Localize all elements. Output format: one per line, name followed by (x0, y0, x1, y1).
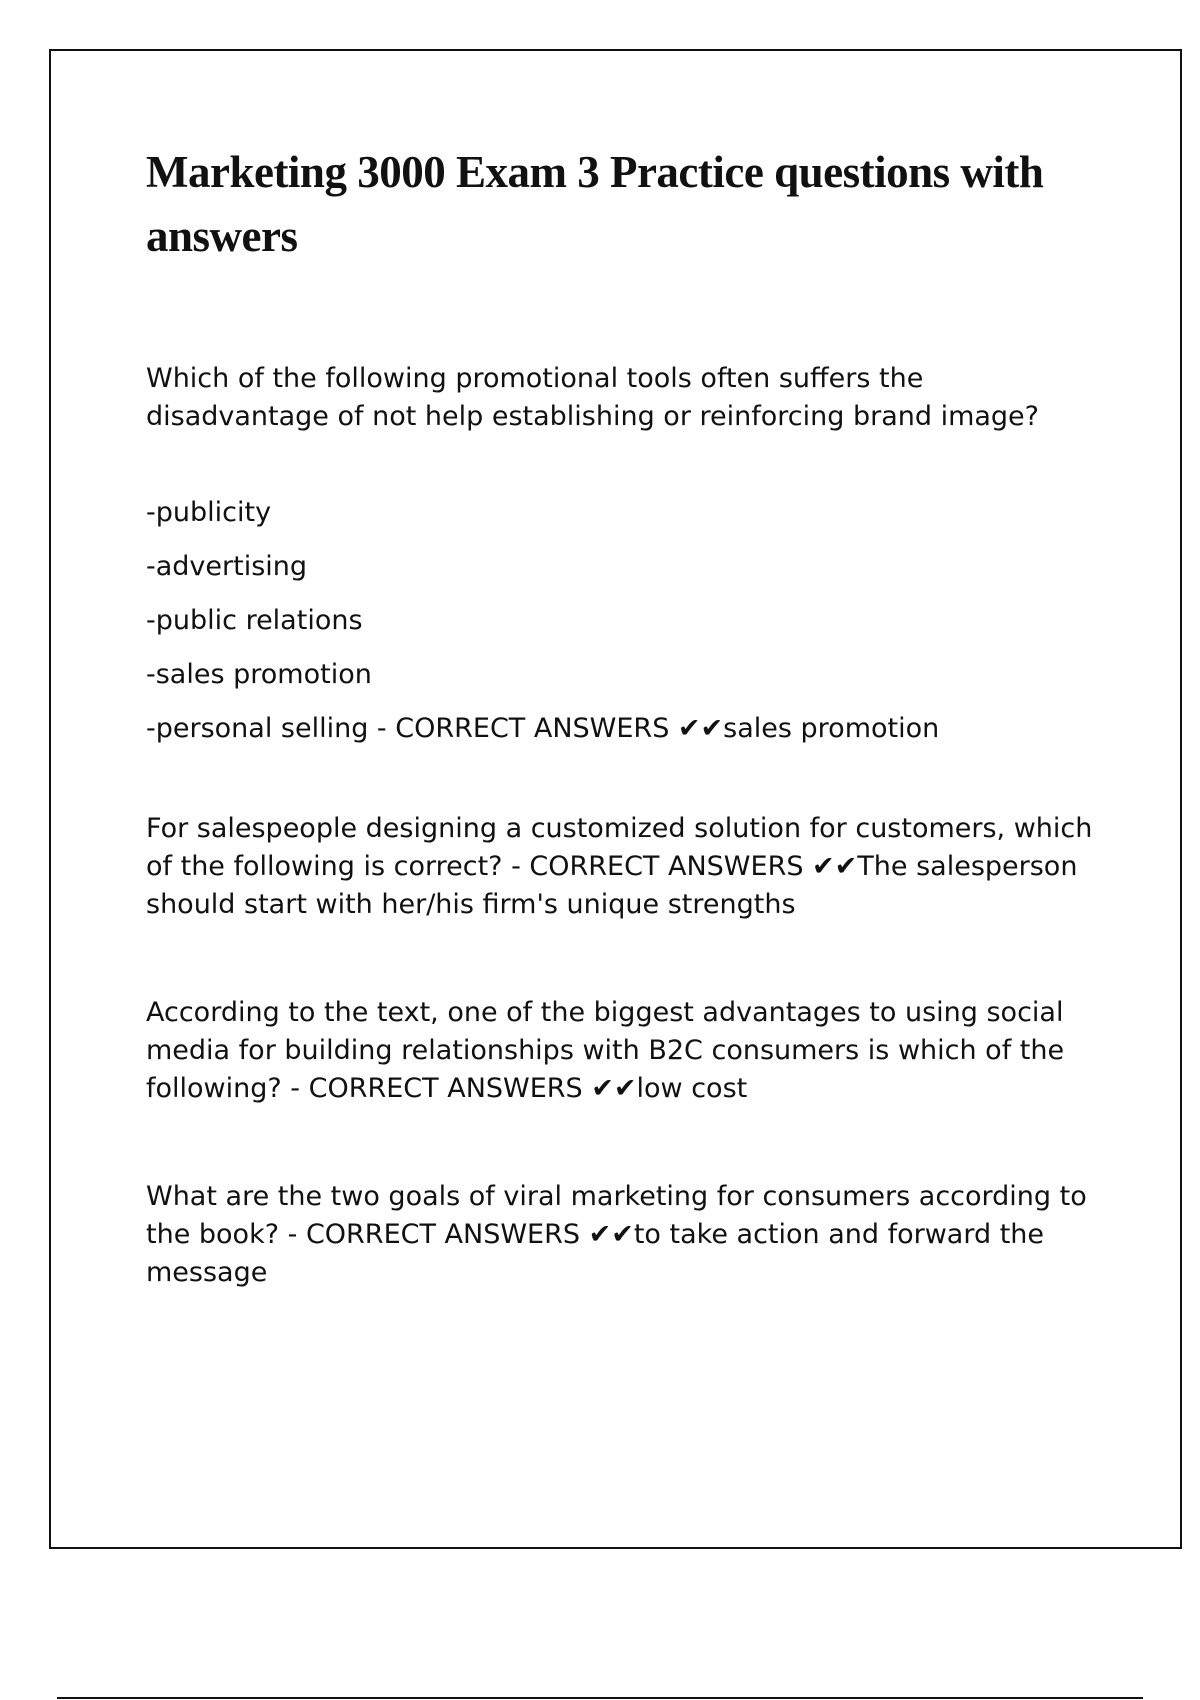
option-sales-promotion: -sales promotion (146, 659, 372, 690)
question-4: What are the two goals of viral marketing for consumers according to the book? - CORRECT ANSWERS ✔✔to take action and forward the message (146, 1181, 1087, 1288)
question-1: Which of the following promotional tools often suffers the disadvantage of not help establishing or reinforcing brand image? (146, 363, 1040, 432)
option-advertising: -advertising (146, 551, 308, 582)
option-public-relations: -public relations (146, 605, 363, 636)
question-3: According to the text, one of the biggest advantages to using social media for building relationships with B2C consumers is which of the following? - CORRECT ANSWERS ✔✔low cost (146, 997, 1065, 1104)
page-title: Marketing 3000 Exam 3 Practice questions with answers (146, 147, 1044, 261)
document-content (146, 140, 1106, 1292)
bottom-divider (57, 1697, 1143, 1699)
option-publicity: -publicity (146, 497, 272, 528)
question-1-options (146, 494, 1106, 748)
option-personal-selling-answer: -personal selling - CORRECT ANSWERS ✔✔sales promotion (146, 713, 940, 744)
question-2: For salespeople designing a customized solution for customers, which of the following is correct? - CORRECT ANSWERS ✔✔The salesperson should start with her/his firm's unique strengths (146, 813, 1093, 920)
